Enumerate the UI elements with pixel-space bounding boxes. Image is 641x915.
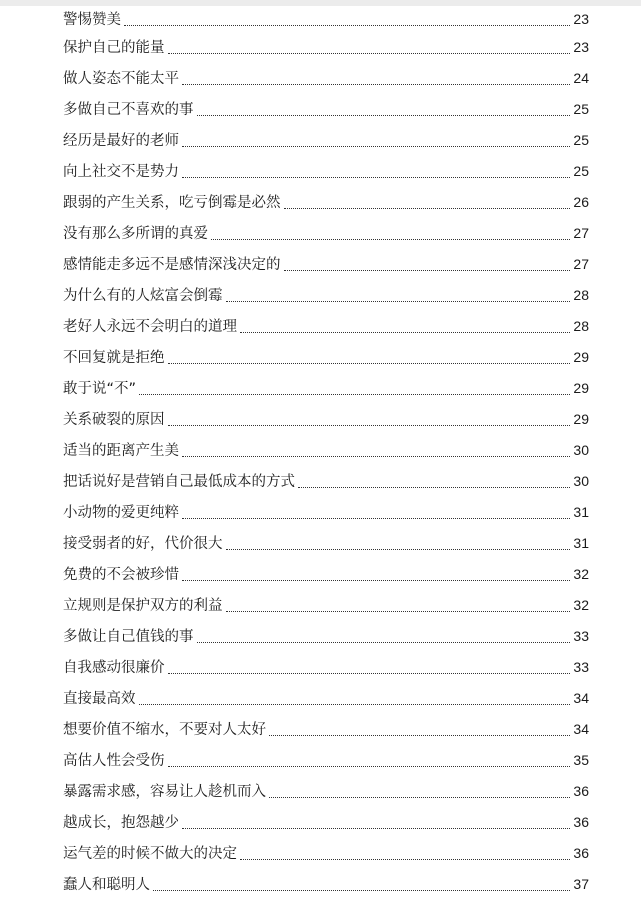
toc-entry[interactable] [63,404,589,435]
toc-dot-leader [269,797,570,798]
toc-entry-title: 不回复就是拒绝 [63,350,165,366]
toc-entry[interactable] [63,218,589,249]
toc-dot-leader [139,704,571,705]
toc-entry-page: 33 [573,659,589,675]
toc-entry-title: 保护自己的能量 [63,40,165,56]
toc-dot-leader [226,549,571,550]
toc-dot-leader [124,25,570,26]
toc-entry-page: 32 [573,566,589,582]
toc-entry-title: 做人姿态不能太平 [63,71,179,87]
toc-entry[interactable] [63,435,589,466]
toc-dot-leader [139,394,570,395]
toc-entry-page: 35 [573,752,589,768]
toc-entry-page: 36 [573,845,589,861]
toc-dot-leader [240,332,570,333]
toc-dot-leader [168,673,571,674]
toc-entry-title: 跟弱的产生关系，吃亏倒霉是必然 [63,195,281,211]
toc-dot-leader [168,425,571,426]
toc-dot-leader [168,363,571,364]
toc-dot-leader [182,84,570,85]
document-page [0,6,641,915]
toc-entry[interactable] [63,32,589,63]
toc-entry-page: 25 [573,163,589,179]
toc-dot-leader [153,890,570,891]
toc-entry[interactable] [63,156,589,187]
toc-entry-page: 25 [573,132,589,148]
toc-dot-leader [211,239,570,240]
toc-entry-title: 向上社交不是势力 [63,164,179,180]
toc-entry-page: 23 [573,11,589,27]
toc-entry[interactable] [63,497,589,528]
toc-entry[interactable] [63,249,589,280]
toc-entry[interactable] [63,807,589,838]
toc-entry-title: 老好人永远不会明白的道理 [63,319,237,335]
toc-entry[interactable] [63,559,589,590]
toc-entry-title: 暴露需求感，容易让人趁机而入 [63,784,266,800]
toc-entry-page: 27 [573,256,589,272]
toc-entry-title: 敢于说“不” [63,381,137,397]
toc-entry[interactable] [63,714,589,745]
toc-entry[interactable] [63,683,589,714]
toc-entry-title: 免费的不会被珍惜 [63,567,179,583]
toc-dot-leader [182,828,570,829]
toc-entry-title: 高估人性会受伤 [63,753,165,769]
toc-entry[interactable] [63,280,589,311]
toc-entry-page: 36 [573,783,589,799]
toc-dot-leader [168,53,571,54]
toc-entry-title: 关系破裂的原因 [63,412,165,428]
toc-entry[interactable] [63,94,589,125]
toc-entry[interactable] [63,590,589,621]
toc-entry-title: 经历是最好的老师 [63,133,179,149]
toc-entry[interactable] [63,187,589,218]
toc-dot-leader [182,456,570,457]
toc-entry-title: 想要价值不缩水，不要对人太好 [63,722,266,738]
toc-dot-leader [197,642,571,643]
toc-entry-page: 28 [573,287,589,303]
toc-entry-page: 34 [573,721,589,737]
toc-entry[interactable] [63,621,589,652]
toc-entry[interactable] [63,311,589,342]
toc-entry-title: 蠢人和聪明人 [63,877,150,893]
toc-entry-page: 30 [573,473,589,489]
toc-entry-page: 31 [573,504,589,520]
toc-entry[interactable] [63,373,589,404]
toc-dot-leader [168,766,571,767]
toc-dot-leader [182,177,570,178]
toc-entry[interactable] [63,125,589,156]
toc-entry-page: 36 [573,814,589,830]
toc-entry-page: 29 [573,349,589,365]
toc-entry-page: 34 [573,690,589,706]
toc-entry-title: 小动物的爱更纯粹 [63,505,179,521]
toc-entry-page: 25 [573,101,589,117]
toc-entry[interactable] [63,63,589,94]
toc-entry-page: 26 [573,194,589,210]
toc-entry-title: 运气差的时候不做大的决定 [63,846,237,862]
toc-entry-title: 越成长，抱怨越少 [63,815,179,831]
toc-dot-leader [182,580,570,581]
toc-entry-title: 自我感动很廉价 [63,660,165,676]
toc-dot-leader [226,611,571,612]
toc-dot-leader [197,115,571,116]
toc-entry[interactable] [63,466,589,497]
toc-dot-leader [269,735,570,736]
toc-entry-page: 37 [573,876,589,892]
toc-entry[interactable] [63,652,589,683]
toc-entry-page: 28 [573,318,589,334]
toc-entry-page: 31 [573,535,589,551]
toc-entry-page: 29 [573,411,589,427]
toc-entry[interactable] [63,838,589,869]
toc-entry-title: 多做让自己值钱的事 [63,629,194,645]
toc-entry-title: 没有那么多所谓的真爱 [63,226,208,242]
toc-entry-page: 33 [573,628,589,644]
toc-entry[interactable] [63,6,589,32]
toc-entry-page: 24 [573,70,589,86]
toc-entry-page: 32 [573,597,589,613]
toc-entry-page: 30 [573,442,589,458]
toc-entry[interactable] [63,342,589,373]
toc-entry-title: 适当的距离产生美 [63,443,179,459]
toc-entry[interactable] [63,528,589,559]
toc-dot-leader [284,208,571,209]
toc-entry-title: 把话说好是营销自己最低成本的方式 [63,474,295,490]
toc-entry-page: 29 [573,380,589,396]
toc-dot-leader [226,301,571,302]
toc-dot-leader [182,146,570,147]
toc-dot-leader [284,270,571,271]
table-of-contents [63,6,589,900]
toc-entry-title: 多做自己不喜欢的事 [63,102,194,118]
toc-entry-title: 感情能走多远不是感情深浅决定的 [63,257,281,273]
toc-entry-page: 27 [573,225,589,241]
toc-entry[interactable] [63,776,589,807]
toc-entry-title: 为什么有的人炫富会倒霉 [63,288,223,304]
toc-dot-leader [240,859,570,860]
toc-dot-leader [298,487,570,488]
toc-entry[interactable] [63,869,589,900]
toc-entry[interactable] [63,745,589,776]
toc-entry-title: 接受弱者的好，代价很大 [63,536,223,552]
toc-entry-page: 23 [573,39,589,55]
toc-entry-title: 直接最高效 [63,691,136,707]
toc-dot-leader [182,518,570,519]
toc-entry-title: 警惕赞美 [63,12,121,28]
toc-entry-title: 立规则是保护双方的利益 [63,598,223,614]
